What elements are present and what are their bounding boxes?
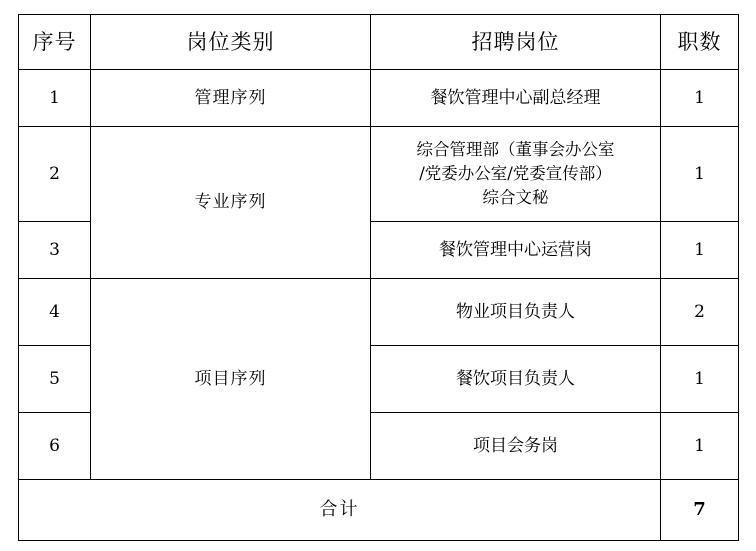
cell-post (371, 127, 661, 222)
cell-post: 餐饮项目负责人 (371, 346, 661, 413)
recruitment-table (18, 14, 739, 541)
table-total-row (19, 480, 739, 541)
cell-category: 管理序列 (91, 70, 371, 127)
cell-count: 1 (661, 70, 739, 127)
cell-seq: 4 (19, 279, 91, 346)
column-header-post: 招聘岗位 (371, 15, 661, 70)
cell-count: 1 (661, 346, 739, 413)
cell-category: 项目序列 (91, 279, 371, 480)
cell-post: 餐饮管理中心运营岗 (371, 222, 661, 279)
total-label: 合计 (19, 480, 661, 541)
post-line-1: 综合管理部（董事会办公室 (416, 140, 615, 160)
cell-count: 2 (661, 279, 739, 346)
cell-seq: 6 (19, 413, 91, 480)
cell-category: 专业序列 (91, 127, 371, 279)
cell-count: 1 (661, 127, 739, 222)
table-row (19, 70, 739, 127)
table-row (19, 279, 739, 346)
column-header-count: 职数 (661, 15, 739, 70)
column-header-seq: 序号 (19, 15, 91, 70)
column-header-category: 岗位类别 (91, 15, 371, 70)
cell-post: 餐饮管理中心副总经理 (371, 70, 661, 127)
cell-seq: 2 (19, 127, 91, 222)
total-count: 7 (661, 480, 739, 541)
cell-seq: 1 (19, 70, 91, 127)
cell-count: 1 (661, 413, 739, 480)
cell-seq: 3 (19, 222, 91, 279)
cell-post: 物业项目负责人 (371, 279, 661, 346)
post-line-2: /党委办公室/党委宣传部） (419, 164, 612, 184)
table-header-row (19, 15, 739, 70)
cell-seq: 5 (19, 346, 91, 413)
table-header (19, 15, 739, 70)
table-body (19, 70, 739, 541)
post-line-3: 综合文秘 (482, 187, 549, 207)
table-row (19, 127, 739, 222)
cell-post: 项目会务岗 (371, 413, 661, 480)
cell-count: 1 (661, 222, 739, 279)
